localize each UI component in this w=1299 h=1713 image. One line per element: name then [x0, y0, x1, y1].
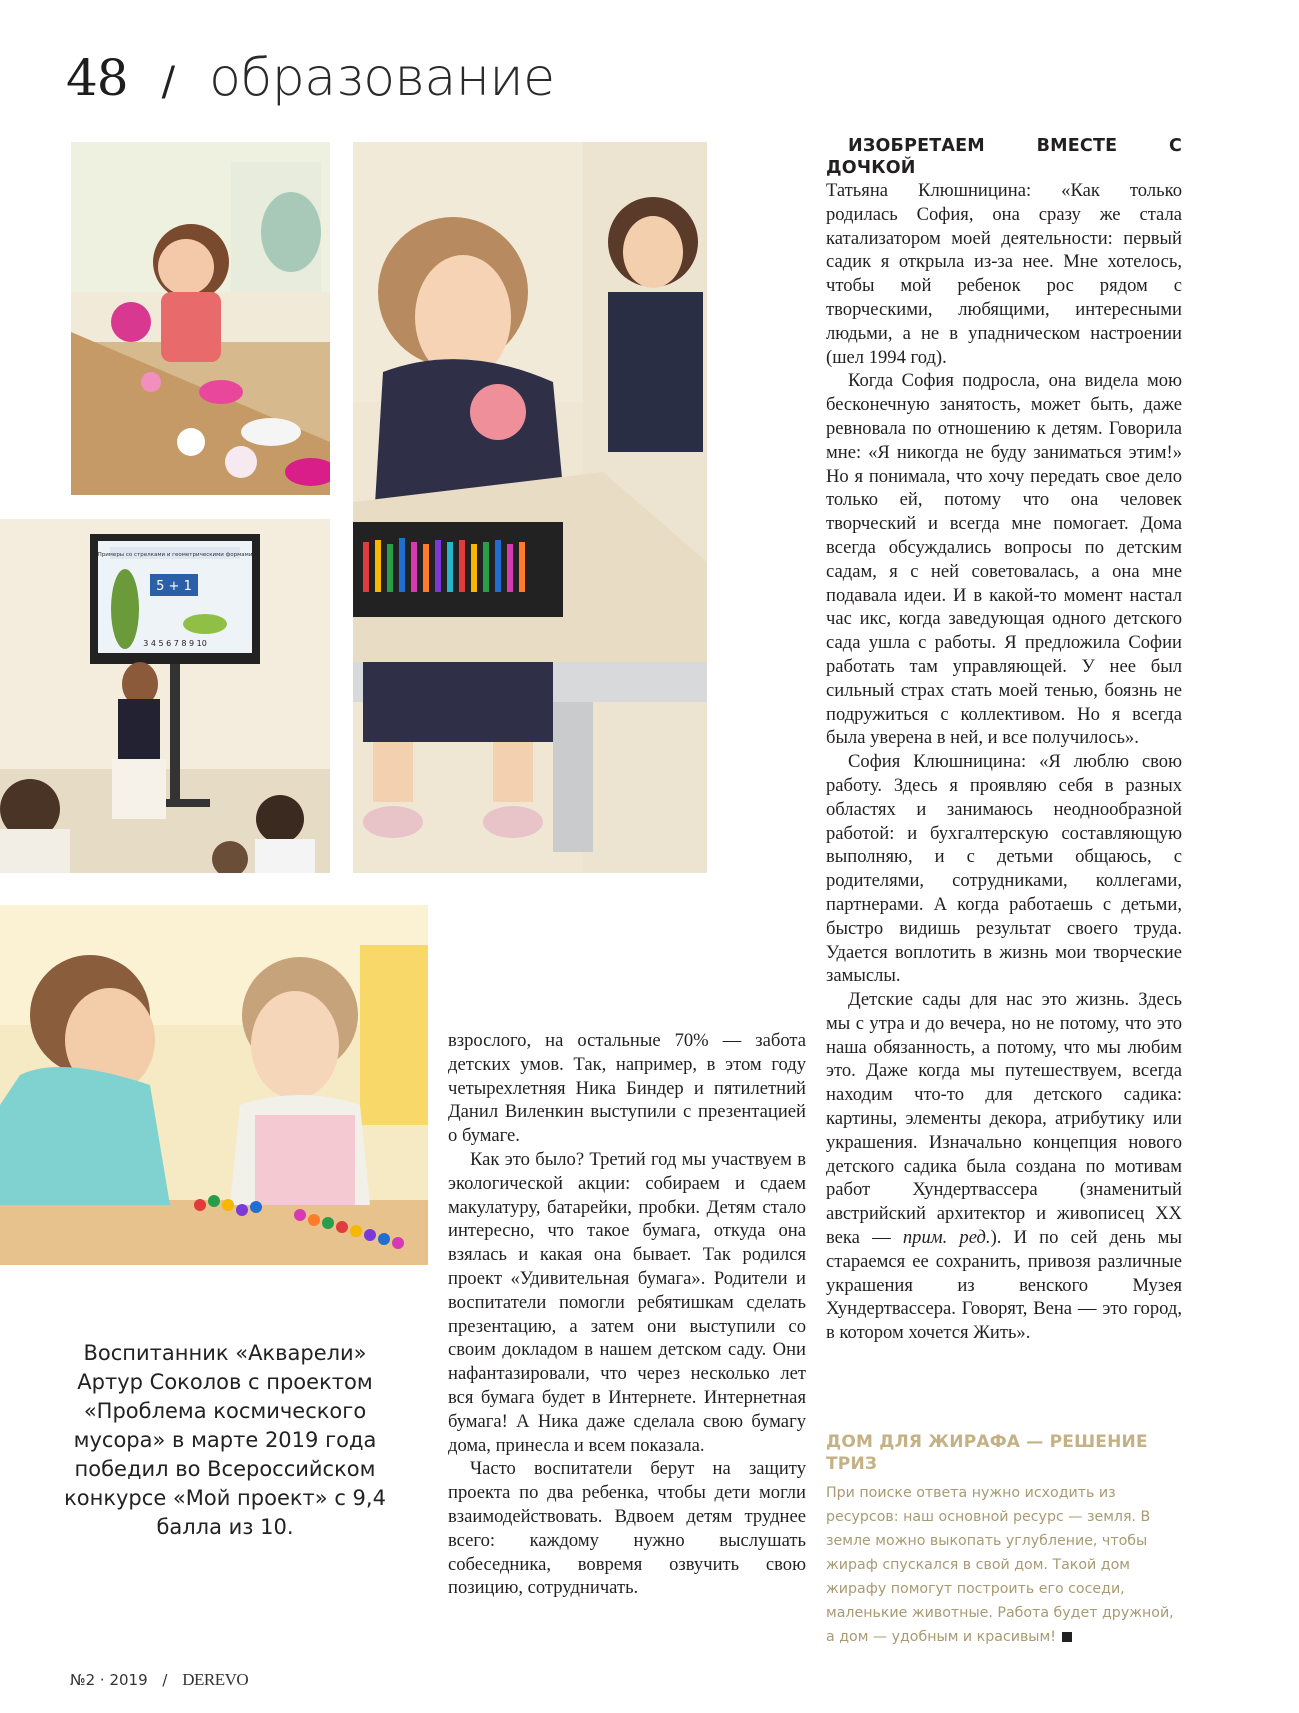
- article-column-middle: [448, 1029, 806, 1600]
- board-title: Примеры со стрелками и геометрическими формами: [97, 552, 253, 558]
- article-column-right: [826, 135, 1182, 1345]
- board-numbers: 3 4 5 6 7 8 9 10: [143, 639, 207, 648]
- photo-hairbows: [0, 905, 428, 1265]
- paragraph: Когда София подросла, она видела мою бесконечную занятость, может быть, даже ревновала по отношению к детям. Говорила мне: «Я никогда не буду заниматься этим!» Но я понимала, что хочу передать свое дело только ей, потому что она человек творческий и всегда мне помогает. Дома всегда обсуждались вопросы по детским садам, я с ней советовалась, а она мне подавала идеи. И в какой-то момент настал час икс, когда заведующая одного детского сада ушла с работы. Я предложила Софии работать там управляющей. У нее был сильный страх стать моей тенью, боязнь не подружиться с коллективом. Но я всегда была уверена в ней, и все получилось».: [826, 370, 1182, 749]
- section-heading: ИЗОБРЕТАЕМ ВМЕСТЕ С ДОЧКОЙ: [826, 136, 1182, 178]
- board-sum: 5 + 1: [156, 579, 192, 594]
- header-separator: /: [161, 59, 176, 105]
- photo-whiteboard: [0, 519, 330, 873]
- section-title: образование: [209, 48, 555, 108]
- sidebar-box: [826, 1431, 1182, 1649]
- page-header: [66, 48, 555, 118]
- paragraph: Татьяна Клюшницина: «Как только родилась София, она сразу же стала катализатором моей деятельности: первый садик я открыла из-за нее. Мне хотелось, чтобы мой ребенок рос рядом с творческими, любящими, интересными людьми, а не в упадническом настроении (шел 1994 год).: [826, 180, 1182, 368]
- photo-caption: Воспитанник «Акварели» Артур Соколов с проектом «Проблема космического мусора» в марте 2019 года победил во Всероссийском конкурсе «Мой проект» с 9,4 балла из 10.: [64, 1341, 386, 1539]
- paragraph: София Клюшницина: «Я люблю свою работу. Здесь я проявляю себя в разных областях и занимаюсь неоднообразной работой: и бухгалтерскую составляющую выполняю, и с детьми общаюсь, с родителями, сотрудниками, коллегами, партнерами. А когда работаешь с детьми, быстро видишь результат своего труда. Удается воплотить в жизнь мои творческие замыслы.: [826, 751, 1182, 987]
- paragraph: Как это было? Третий год мы участвуем в экологической акции: собираем и сдаем макулатуру, батарейки, пробки. Детям стало интересно, что такое бумага, откуда она взялась и какая она бывает. Так родился проект «Удивительная бумага». Родители и воспитатели помогли ребятишкам сделать презентацию, а затем они выступили со своим докладом в нашем детском саду. Они нафантазировали, что через несколько лет вся бумага будет в Интернете. Интернетная бумага! А Ника даже сделала свою бумагу дома, принесла и всем показала.: [448, 1148, 806, 1456]
- paragraph-text: ). И по сей день мы стараемся ее сохранить, привозя различные украшения из венского Музея Хундертвассера. Говорят, Вена — это город, в котором хочется Жить».: [826, 1227, 1182, 1344]
- paragraph-text: Детские сады для нас это жизнь. Здесь мы с утра и до вечера, но не потому, что это наша обязанность, а потому, что мы любим это. Даже когда мы путешествуем, всегда находим что-то для детского садика: картины, элементы декора, атрибутику или украшения. Изначально концепция нового детского садика была создана по мотивам работ Хундертвассера (знаменитый австрийский архитектор и живописец XX века —: [826, 989, 1182, 1249]
- photo-desk: [353, 142, 707, 873]
- magazine-logo: DEREVO: [182, 1670, 249, 1689]
- editor-note: прим. ред.: [902, 1227, 991, 1249]
- footer-separator: /: [162, 1671, 168, 1689]
- sidebar-text-block: [826, 1481, 1182, 1649]
- sidebar-text: При поиске ответа нужно исходить из ресурсов: наш основной ресурс — земля. В земле можно выкопать углубление, чтобы жираф спускался в свой дом. Такой дом жирафу помогут построить его соседи, маленькие животные. Работа будет дружной, а дом — удобным и красивым!: [826, 1485, 1174, 1645]
- paragraph: Часто воспитатели берут на защиту проекта по два ребенка, чтобы дети могли взаимодействовать. Вдвоем детям труднее всего: каждому нужно выслушать собеседника, вовремя озвучить свою позицию, сотрудничать.: [448, 1458, 806, 1599]
- sidebar-title: ДОМ ДЛЯ ЖИРАФА — РЕШЕНИЕ ТРИЗ: [826, 1432, 1148, 1474]
- photo-tea-set: [71, 142, 330, 495]
- page-number: 48: [66, 49, 128, 107]
- page-footer: [70, 1670, 248, 1690]
- paragraph: взрослого, на остальные 70% — забота детских умов. Так, например, в этом году четырехлетняя Ника Биндер и пятилетний Данил Виленкин выступили с презентацией о бумаге.: [448, 1030, 806, 1147]
- paragraph: [826, 988, 1182, 1345]
- end-of-article-icon: [1062, 1632, 1072, 1642]
- issue-number: №2 · 2019: [70, 1671, 148, 1689]
